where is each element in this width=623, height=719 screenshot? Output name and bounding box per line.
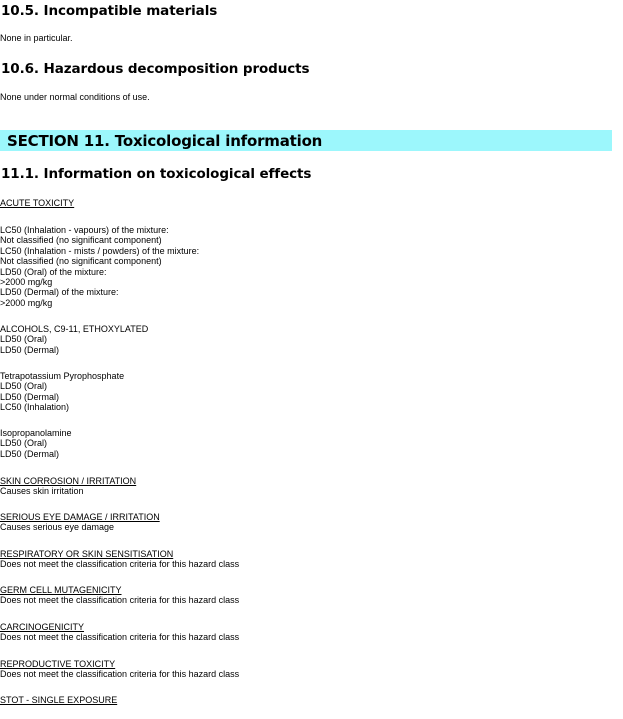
component-line: LD50 (Dermal)	[0, 391, 60, 402]
hazard-heading: CARCINOGENICITY	[0, 622, 85, 632]
mixture-line: Not classified (no significant component)	[0, 256, 162, 267]
mixture-line: LC50 (Inhalation - vapours) of the mixture:	[0, 225, 169, 235]
component-name: Tetrapotassium Pyrophosphate	[0, 371, 125, 381]
mixture-line: Not classified (no significant component)	[0, 235, 162, 246]
hazard-heading: STOT - SINGLE EXPOSURE	[0, 695, 118, 705]
mixture-line: LC50 (Inhalation - mists / powders) of the mixture:	[0, 245, 200, 256]
acute-toxicity-heading: ACUTE TOXICITY	[0, 198, 75, 208]
hazard-heading: SKIN CORROSION / IRRITATION	[0, 476, 137, 486]
hazard-text: Does not meet the classification criteria for this hazard class	[0, 559, 240, 570]
hazard-heading: REPRODUCTIVE TOXICITY	[0, 659, 116, 669]
section-10-5-heading: 10.5. Incompatible materials	[1, 3, 218, 19]
component-name: Isopropanolamine	[0, 428, 72, 438]
hazard-text: Does not meet the classification criteria for this hazard class	[0, 669, 240, 680]
section-10-6-heading: 10.6. Hazardous decomposition products	[1, 61, 310, 77]
hazard-heading: GERM CELL MUTAGENICITY	[0, 585, 122, 595]
hazard-text: Does not meet the classification criteria for this hazard class	[0, 595, 240, 606]
section-11-1-heading: 11.1. Information on toxicological effects	[1, 166, 312, 182]
section-11-title: SECTION 11. Toxicological information	[7, 132, 323, 150]
hazard-text: Does not meet the classification criteria for this hazard class	[0, 632, 240, 643]
component-line: LD50 (Dermal)	[0, 344, 60, 355]
section-10-5-text: None in particular.	[0, 33, 73, 43]
mixture-line: LD50 (Oral) of the mixture:	[0, 266, 107, 277]
component-name: ALCOHOLS, C9-11, ETHOXYLATED	[0, 324, 149, 334]
hazard-text: Causes serious eye damage	[0, 522, 115, 533]
mixture-line: >2000 mg/kg	[0, 277, 53, 287]
hazard-heading: SERIOUS EYE DAMAGE / IRRITATION	[0, 512, 160, 522]
section-10-6-text: None under normal conditions of use.	[0, 92, 150, 102]
component-line: LD50 (Dermal)	[0, 448, 60, 459]
mixture-line: >2000 mg/kg	[0, 297, 53, 308]
component-line: LC50 (Inhalation)	[0, 402, 70, 413]
hazard-heading: RESPIRATORY OR SKIN SENSITISATION	[0, 549, 174, 559]
component-line: LD50 (Oral)	[0, 381, 48, 392]
component-line: LD50 (Oral)	[0, 438, 48, 449]
section-11-banner	[0, 130, 612, 151]
component-line: LD50 (Oral)	[0, 334, 48, 345]
hazard-text: Causes skin irritation	[0, 486, 84, 497]
mixture-line: LD50 (Dermal) of the mixture:	[0, 287, 119, 298]
